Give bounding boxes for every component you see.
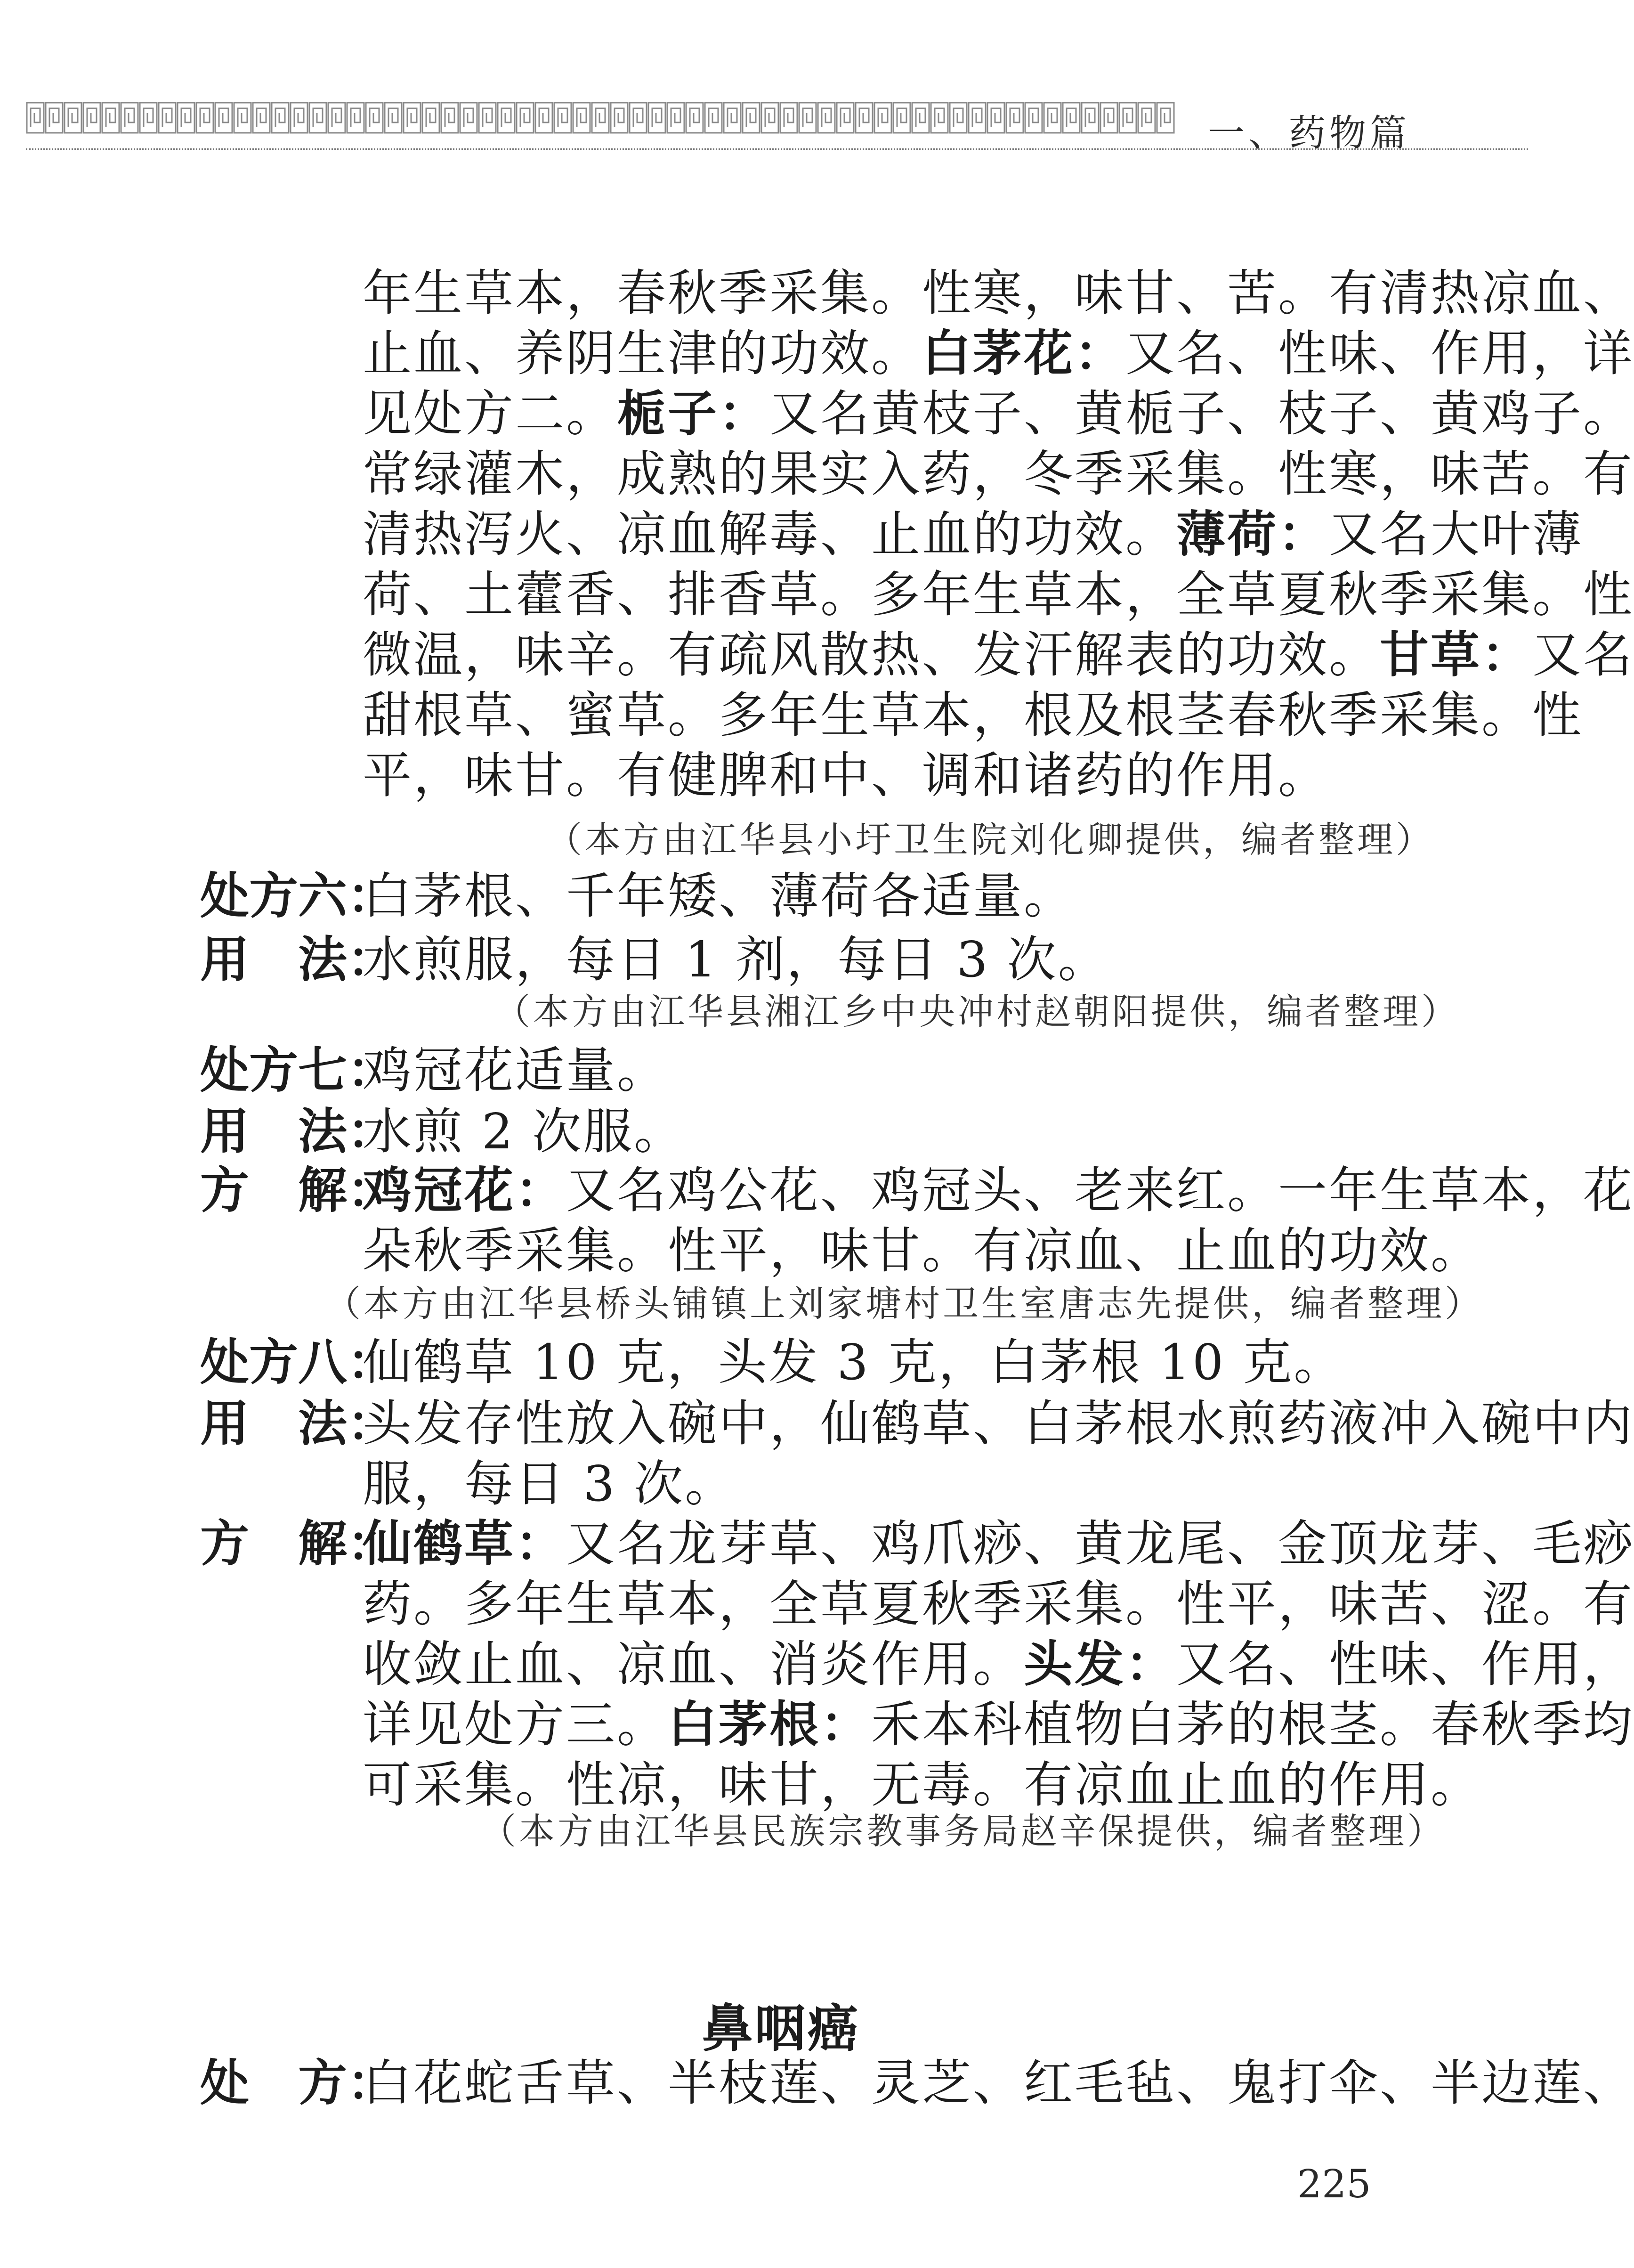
section-header-title: 一、药物篇 [1208, 112, 1411, 154]
body-line [363, 445, 1634, 503]
usage-text: 头发存性放入碗中，仙鹤草、白茅根水煎药液冲入碗中内 [363, 1395, 1634, 1452]
text-run: 年生草本，春秋季采集。性寒，味甘、苦。有清热凉血、 [363, 264, 1634, 322]
usage-text: 水煎 2 次服。 [363, 1103, 685, 1160]
source-credit: （本方由江华县民族宗教事务局赵辛保提供，编者整理） [480, 1810, 1446, 1852]
page-number: 225 [1297, 2162, 1371, 2207]
note-line [363, 1515, 1634, 1572]
source-credit: （本方由江华县小圩卫生院刘化卿提供，编者整理） [546, 819, 1434, 861]
body-line [363, 686, 1584, 744]
text-run: 又名、性味、作用， [1176, 1635, 1634, 1693]
rx-label: 处方六： [200, 867, 396, 925]
herb-term: 薄荷： [1176, 505, 1329, 563]
source-credit: （本方由江华县桥头铺镇上刘家塘村卫生室唐志先提供，编者整理） [325, 1283, 1483, 1325]
herb-term: 甘草： [1380, 626, 1533, 683]
section-title: 鼻咽癌 [702, 1999, 860, 2058]
rx-text: 仙鹤草 10 克，头发 3 克，白茅根 10 克。 [363, 1333, 1345, 1391]
usage-text: 服，每日 3 次。 [363, 1455, 736, 1512]
body-line [363, 747, 1329, 804]
rx-label: 处 方： [200, 2054, 396, 2112]
text-run: 可采集。性凉，味甘，无毒。有凉血止血的作用。 [363, 1756, 1482, 1813]
text-run: 药。多年生草本，全草夏秋季采集。性平，味苦、涩。有 [363, 1575, 1634, 1633]
text-run: 又名大叶薄 [1329, 505, 1584, 563]
rx-text: 白花蛇舌草、半枝莲、灵芝、红毛毡、鬼打伞、半边莲、 [363, 2054, 1634, 2112]
note-label: 方 解： [200, 1515, 396, 1572]
body-line [363, 264, 1634, 322]
text-run: 又名黄枝子、黄栀子、枝子、黄鸡子。 [769, 385, 1634, 442]
source-credit: （本方由江华县湘江乡中央冲村赵朝阳提供，编者整理） [494, 991, 1460, 1032]
text-run: 又名、性味、作用，详 [1125, 325, 1634, 382]
rx-label: 处方七： [200, 1041, 396, 1099]
usage-label: 用 法： [200, 1395, 396, 1452]
body-line [363, 566, 1634, 623]
usage-label: 用 法： [200, 931, 396, 988]
herb-term: 鸡冠花： [363, 1162, 566, 1219]
text-run: 禾本科植物白茅的根茎。春秋季均 [871, 1696, 1634, 1753]
note-line [363, 1162, 1634, 1219]
text-run: 见处方二。 [363, 385, 617, 442]
usage-text: 水煎服，每日 1 剂，每日 3 次。 [363, 931, 1109, 988]
note-line [363, 1575, 1634, 1633]
text-run: 又名 [1532, 626, 1634, 683]
body-line [363, 505, 1584, 563]
rx-text: 白茅根、千年矮、薄荷各适量。 [363, 867, 1075, 925]
rx-label: 处方八： [200, 1333, 396, 1391]
text-run: 详见处方三。 [363, 1696, 668, 1753]
text-run: 收敛止血、凉血、消炎作用。 [363, 1635, 1024, 1693]
note-line [363, 1635, 1634, 1693]
text-run: 清热泻火、凉血解毒、止血的功效。 [363, 505, 1177, 563]
text-run: 止血、养阴生津的功效。 [363, 325, 922, 382]
text-run: 甜根草、蜜草。多年生草本，根及根茎春秋季采集。性 [363, 686, 1584, 744]
note-line [363, 1696, 1634, 1753]
text-run: 荷、土藿香、排香草。多年生草本，全草夏秋季采集。性 [363, 566, 1634, 623]
text-run: 又名龙芽草、鸡爪痧、黄龙尾、金顶龙芽、毛痧 [566, 1515, 1634, 1572]
body-line [363, 325, 1634, 382]
note-label: 方 解： [200, 1162, 396, 1219]
note-line: 朵秋季采集。性平，味甘。有凉血、止血的功效。 [363, 1222, 1482, 1279]
rx-text: 鸡冠花适量。 [363, 1041, 668, 1099]
text-run: 微温，味辛。有疏风散热、发汗解表的功效。 [363, 626, 1380, 683]
herb-term: 白茅花： [922, 325, 1126, 382]
text-run: 又名鸡公花、鸡冠头、老来红。一年生草本，花 [566, 1162, 1634, 1219]
herb-term: 头发： [1024, 1635, 1177, 1693]
herb-term: 仙鹤草： [363, 1515, 566, 1572]
note-line [363, 1756, 1482, 1813]
herb-term: 白茅根： [668, 1696, 872, 1753]
body-line [363, 385, 1634, 442]
text-run: 常绿灌木，成熟的果实入药，冬季采集。性寒，味苦。有 [363, 445, 1634, 503]
usage-label: 用 法： [200, 1103, 396, 1160]
text-run: 平，味甘。有健脾和中、调和诸药的作用。 [363, 747, 1329, 804]
herb-term: 栀子： [617, 385, 770, 442]
body-line [363, 626, 1634, 683]
